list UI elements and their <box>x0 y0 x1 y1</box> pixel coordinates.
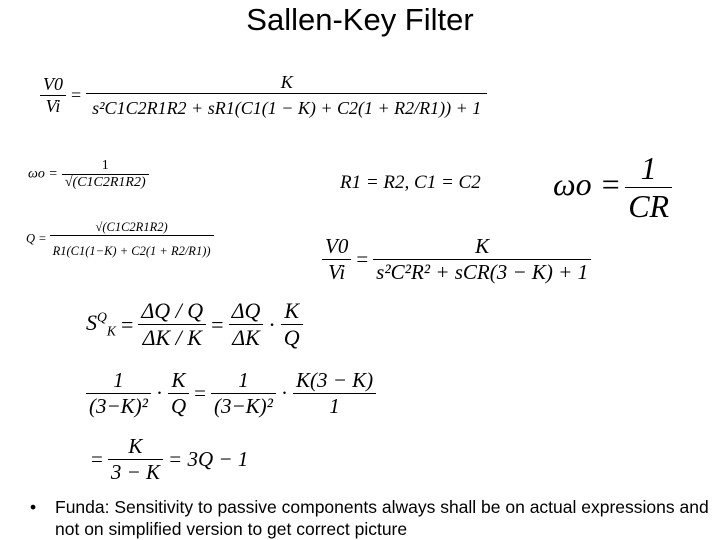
transfer-function-fraction <box>86 72 487 119</box>
transfer-function-numerator: K <box>280 72 293 92</box>
bullet-note <box>30 496 710 540</box>
transfer-simple-equation: $\frac{V0}{Vi}$ = K s²C²R² + sCR(3 − K) + 1 <box>322 234 591 285</box>
equal-components-condition: R1 = R2, C1 = C2 <box>340 172 481 193</box>
sensitivity-equation: $S^Q_K$ = $\frac{\Delta Q / Q}{\Delta K / K}$ = $\frac{\Delta Q}{\Delta K}$ · $\frac{K}{Q}$ <box>86 298 303 351</box>
derivation-step-equation: $\frac{1}{\text{(3−K)²}}$ · $\frac{K}{Q}$ = $\frac{1}{\text{(3−K)²}}$ · $\frac{K(3 - K)}{1}$ <box>86 368 376 419</box>
bullet-marker: • <box>30 497 37 517</box>
transfer-function-denominator: s²C1C2R1R2 + sR1(C1(1 − K) + C2(1 + R2/R1)) + 1 <box>86 93 487 119</box>
omega-simple-equation: ωo = $\frac{1}{CR}$ <box>553 150 672 225</box>
output-over-input: $\frac{V0}{Vi}$ <box>40 74 66 117</box>
sensitivity-result-equation: = $\frac{K}{3 - K}$ = 3Q − 1 <box>91 434 249 484</box>
slide-title: Sallen-Key Filter <box>246 2 474 37</box>
omega-general-equation: ωo = $\frac{1}{√(C1C2R1R2)}$ <box>28 158 149 191</box>
q-general-equation: Q = $\frac{√(C1C2R1R2)}{R1(C1(1-K) + C2(1 + R2/R1))}$ <box>26 220 214 259</box>
transfer-function-equation: $\frac{V0}{Vi}$ = $\frac{K}{\text{s²C1C2R1R2 + sR1(C1(1 − K) + C2(1 + R2/R1)) + 1}}$ <box>40 72 487 119</box>
bullet-text: Funda: Sensitivity to passive components always shall be on actual expressions and not on simplified version to get correct picture <box>55 497 709 539</box>
